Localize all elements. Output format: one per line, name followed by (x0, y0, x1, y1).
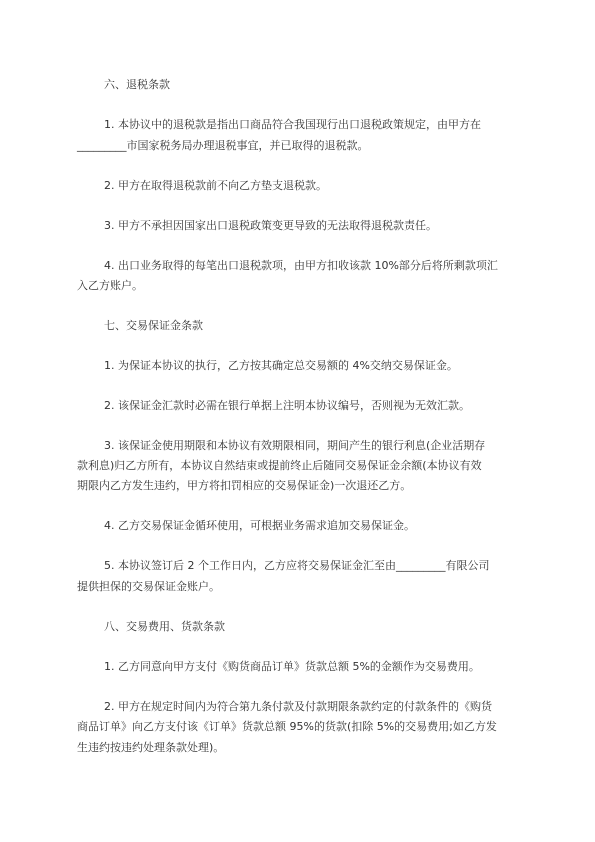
paragraph-7-5-line-2: 提供担保的交易保证金账户。 (77, 580, 220, 593)
paragraph-7-3-line-2: 款利息)归乙方所有，本协议自然结束或提前终止后随同交易保证金余额(本协议有效 (77, 459, 482, 472)
paragraph-6-1-line-2: _________市国家税务局办理退税事宜，并已取得的退税款。 (77, 139, 369, 152)
paragraph-8-2-line-2: 商品订单》向乙方支付该《订单》货款总额 95%的货款(扣除 5%的交易费用;如乙方发 (77, 720, 497, 733)
paragraph-7-3-line-3: 期限内乙方发生违约，甲方将扣罚相应的交易保证金)一次退还乙方。 (77, 479, 412, 492)
section-heading-6: 六、退税条款 (104, 78, 170, 91)
paragraph-6-1-line-1: 1. 本协议中的退税款是指出口商品符合我国现行出口退税政策规定，由甲方在 (104, 118, 481, 131)
paragraph-6-3: 3. 甲方不承担因国家出口退税政策变更导致的无法取得退税款责任。 (104, 219, 437, 232)
paragraph-7-2: 2. 该保证金汇款时必需在银行单据上注明本协议编号，否则视为无效汇款。 (104, 399, 470, 412)
paragraph-7-5-line-1: 5. 本协议签订后 2 个工作日内，乙方应将交易保证金汇至由_________有限公司 (104, 559, 490, 572)
section-heading-7: 七、交易保证金条款 (104, 319, 203, 332)
paragraph-8-2-line-3: 生违约按违约处理条款处理)。 (77, 741, 225, 754)
paragraph-6-4-line-1: 4. 出口业务取得的每笔出口退税款项，由甲方扣收该款 10%部分后将所剩款项汇 (104, 259, 498, 272)
paragraph-8-1: 1. 乙方同意向甲方支付《购货商品订单》货款总额 5%的金额作为交易费用。 (104, 660, 480, 673)
paragraph-6-2: 2. 甲方在取得退税款前不向乙方垫支退税款。 (104, 179, 327, 192)
paragraph-7-3-line-1: 3. 该保证金使用期限和本协议有效期限相同，期间产生的银行利息(企业活期存 (104, 439, 486, 452)
paragraph-7-1: 1. 为保证本协议的执行，乙方按其确定总交易额的 4%交纳交易保证金。 (104, 359, 458, 372)
paragraph-8-2-line-1: 2. 甲方在规定时间内为符合第九条付款及付款期限条款约定的付款条件的《购货 (104, 700, 492, 713)
section-heading-8: 八、交易费用、货款条款 (104, 620, 225, 633)
paragraph-7-4: 4. 乙方交易保证金循环使用，可根据业务需求追加交易保证金。 (104, 519, 415, 532)
paragraph-6-4-line-2: 入乙方账户。 (77, 279, 143, 292)
